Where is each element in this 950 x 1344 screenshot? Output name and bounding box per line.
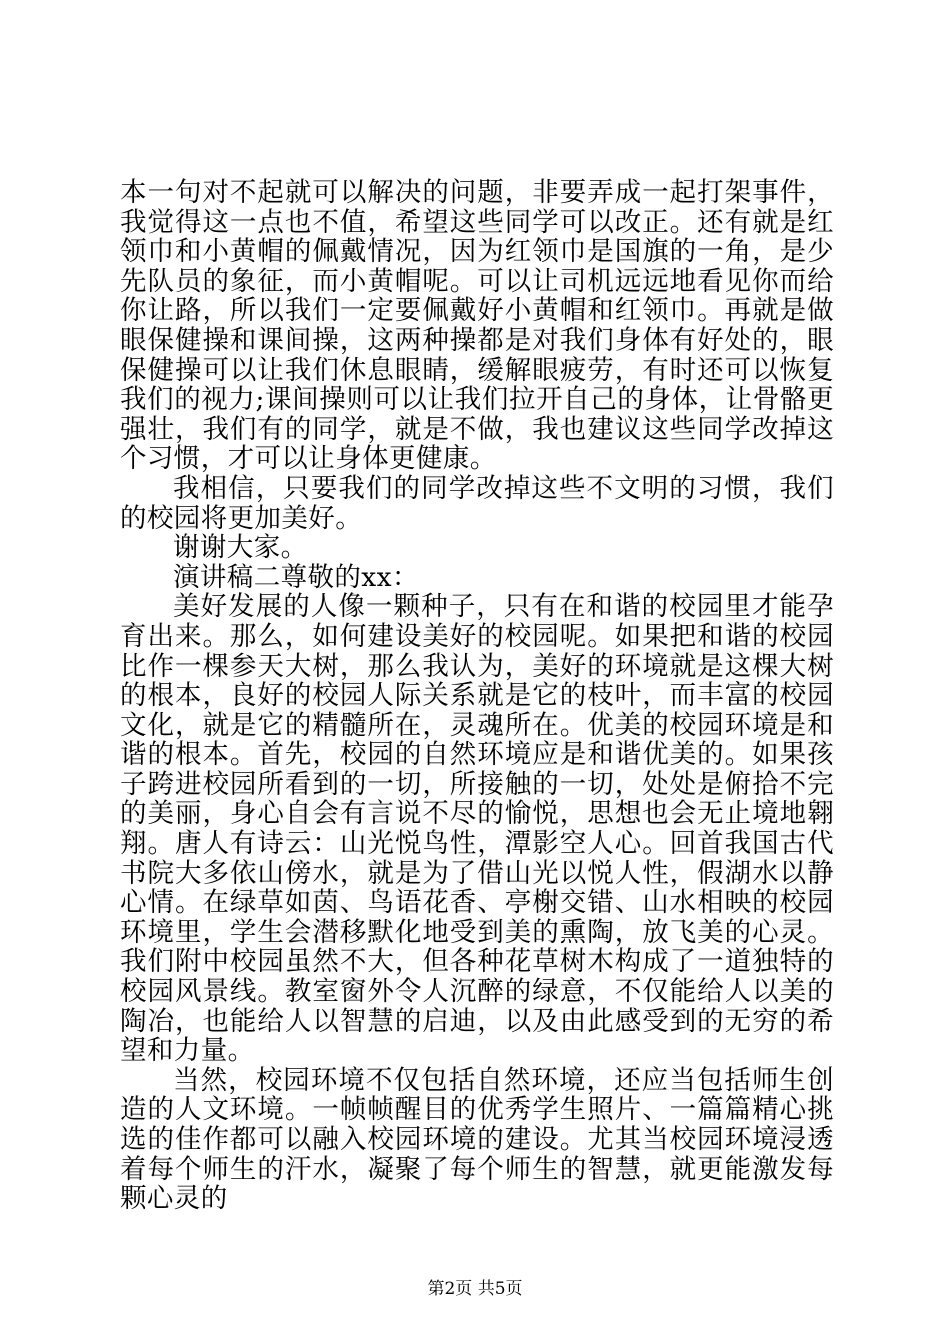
paragraph-environment: 美好发展的人像一颗种子，只有在和谐的校园里才能孕育出来。那么，如何建设美好的校园呢。如果把和谐的校园比作一棵参天大树，那么我认为，美好的环境就是这棵大树的根本，良好的校园人际关系就是它的枝叶，而丰富的校园文化，就是它的精髓所在，灵魂所在。优美的校园环境是和谐的根本。首先，校园的自然环境应是和谐优美的。如果孩子跨进校园所看到的一切，所接触的一切，处处是俯拾不完的美丽，身心自会有言说不尽的愉悦，思想也会无止境地翱翔。唐人有诗云：山光悦鸟性，潭影空人心。回首我国古代书院大多依山傍水，就是为了借山光以悦人性，假湖水以静心情。在绿草如茵、鸟语花香、亭榭交错、山水相映的校园环境里，学生会潜移默化地受到美的熏陶，放飞美的心灵。我们附中校园虽然不大，但各种花草树木构成了一道独特的校园风景线。教室窗外令人沉醉的绿意，不仅能给人以美的陶冶，也能给人以智慧的启迪，以及由此感受到的无穷的希望和力量。	[120, 591, 834, 1067]
paragraph-continued: 本一句对不起就可以解决的问题，非要弄成一起打架事件，我觉得这一点也不值，希望这些同学可以改正。还有就是红领巾和小黄帽的佩戴情况，因为红领巾是国旗的一角，是少先队员的象征，而小黄帽呢。可以让司机远远地看见你而给你让路，所以我们一定要佩戴好小黄帽和红领巾。再就是做眼保健操和课间操，这两种操都是对我们身体有好处的，眼保健操可以让我们休息眼睛，缓解眼疲劳，有时还可以恢复我们的视力;课间操则可以让我们拉开自己的身体，让骨骼更强壮，我们有的同学，就是不做，我也建议这些同学改掉这个习惯，才可以让身体更健康。	[120, 177, 834, 475]
paragraph-thanks: 谢谢大家。	[173, 532, 308, 564]
paragraph-belief: 我相信，只要我们的同学改掉这些不文明的习惯，我们的校园将更加美好。	[120, 472, 834, 534]
paragraph-humanistic: 当然，校园环境不仅包括自然环境，还应当包括师生创造的人文环境。一帧帧醒目的优秀学生照片、一篇篇精心挑选的佳作都可以融入校园环境的建设。尤其当校园环境浸透着每个师生的汗水，凝聚了每个师生的智慧，就更能激发每颗心灵的	[120, 1064, 834, 1215]
speech-two-heading: 演讲稿二尊敬的xx：	[173, 561, 419, 593]
document-body	[120, 178, 834, 1214]
page-number-footer: 第2页 共5页	[427, 1279, 523, 1299]
